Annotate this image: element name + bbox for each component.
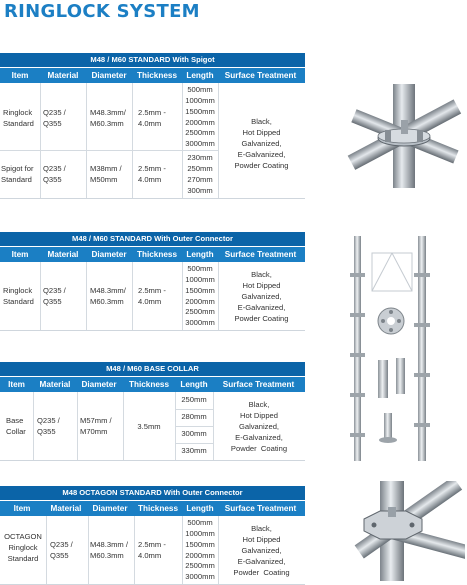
row-diameter: M48.3mm/ M60.3mm <box>90 286 126 306</box>
base-collar-table <box>0 362 305 461</box>
header-diameter: Diameter <box>92 504 128 513</box>
row-item: Spigot for Standard <box>1 164 34 184</box>
length-value: 3000mm <box>185 318 215 327</box>
row-diameter: M57mm / M70mm <box>80 416 112 436</box>
header-item: Item <box>11 250 29 259</box>
header-diameter: Diameter <box>91 250 127 259</box>
length-value: 1000mm <box>185 96 215 105</box>
length-value: 300mm <box>181 429 207 438</box>
header-diameter: Diameter <box>91 71 127 80</box>
length-value: 3000mm <box>185 572 215 581</box>
length-value: 230mm <box>187 153 213 162</box>
length-value: 500mm <box>187 264 213 273</box>
row-item: Ringlock Standard <box>3 286 34 306</box>
row-thickness: 3.5mm <box>137 422 161 431</box>
surface-treatment: Black, Hot Dipped Galvanized, E-Galvanized, Powder Coating <box>234 270 289 323</box>
length-value: 250mm <box>187 164 213 173</box>
header-material: Material <box>39 380 71 389</box>
length-value: 2000mm <box>185 551 215 560</box>
length-value: 280mm <box>181 412 207 421</box>
row-thickness: 2.5mm - 4.0mm <box>138 286 166 306</box>
length-value: 1500mm <box>185 107 215 116</box>
outer-connector-standard-table <box>0 232 305 331</box>
row-material: Q235 / Q355 <box>43 286 66 306</box>
table-body <box>0 516 305 585</box>
length-value: 270mm <box>187 175 213 184</box>
row-diameter: M48.3mm / M60.3mm <box>90 540 128 560</box>
header-thickness: Thickness <box>137 504 179 513</box>
table-header <box>0 376 305 392</box>
header-thickness: Thickness <box>136 250 178 259</box>
ringlock-node-photo <box>345 84 465 188</box>
length-value: 2000mm <box>185 297 215 306</box>
table-body <box>0 262 305 331</box>
section-title: M48 / M60 STANDARD With Outer Connector <box>0 232 305 246</box>
length-value: 1500mm <box>185 540 215 549</box>
section-title: M48 / M60 BASE COLLAR <box>0 362 305 376</box>
header-length: Length <box>186 250 214 259</box>
length-value: 500mm <box>187 518 213 527</box>
header-material: Material <box>47 250 79 259</box>
length-value: 2000mm <box>185 118 215 127</box>
header-thickness: Thickness <box>128 380 170 389</box>
length-value: 1000mm <box>185 529 215 538</box>
length-value: 2500mm <box>185 128 215 137</box>
header-item: Item <box>13 504 31 513</box>
header-surface: Surface Treatment <box>224 250 297 259</box>
header-material: Material <box>47 71 79 80</box>
header-length: Length <box>186 504 214 513</box>
length-value: 3000mm <box>185 139 215 148</box>
row-material: Q235 / Q355 <box>43 164 66 184</box>
length-value: 1000mm <box>185 275 215 284</box>
row-thickness: 2.5mm - 4.0mm <box>138 164 166 184</box>
header-thickness: Thickness <box>136 71 178 80</box>
surface-treatment: Black, Hot Dipped Galvanized, E-Galvanized, Powder Coating <box>233 524 290 577</box>
row-item: OCTAGON Ringlock Standard <box>4 532 42 563</box>
length-value: 300mm <box>187 186 213 195</box>
row-thickness: 2.5mm - 4.0mm <box>138 540 166 560</box>
row-material: Q235 / Q355 <box>50 540 73 560</box>
surface-treatment: Black, Hot Dipped Galvanized, E-Galvanized, Powder Coating <box>230 400 288 453</box>
row-material: Q235 / Q355 <box>37 416 60 436</box>
table-header <box>0 246 305 262</box>
table-header <box>0 67 305 83</box>
row-material: Q235 / Q355 <box>43 108 66 128</box>
section-title: M48 / M60 STANDARD With Spigot <box>0 53 305 67</box>
table-body <box>0 83 305 199</box>
row-thickness: 2.5mm - 4.0mm <box>138 108 166 128</box>
row-item: Base Collar <box>6 416 26 436</box>
header-item: Item <box>8 380 25 389</box>
spigot-standard-table <box>0 53 305 199</box>
length-value: 330mm <box>181 446 207 455</box>
table-body <box>0 392 305 461</box>
row-item: Ringlock Standard <box>3 108 34 128</box>
header-surface: Surface Treatment <box>224 71 297 80</box>
header-length: Length <box>180 380 208 389</box>
length-value: 2500mm <box>185 561 215 570</box>
standard-parts-photo <box>348 233 438 463</box>
row-diameter: M38mm / M50mm <box>90 164 122 184</box>
header-item: Item <box>11 71 29 80</box>
header-surface: Surface Treatment <box>224 504 297 513</box>
section-title: M48 OCTAGON STANDARD With Outer Connector <box>0 486 305 500</box>
length-value: 500mm <box>187 85 213 94</box>
header-diameter: Diameter <box>81 380 117 389</box>
page-title: RINGLOCK SYSTEM <box>4 1 200 22</box>
length-value: 250mm <box>181 395 207 404</box>
row-diameter: M48.3mm/ M60.3mm <box>90 108 126 128</box>
header-material: Material <box>50 504 82 513</box>
length-value: 1500mm <box>185 286 215 295</box>
octagon-standard-table <box>0 486 305 585</box>
header-surface: Surface Treatment <box>222 380 295 389</box>
length-value: 2500mm <box>185 307 215 316</box>
surface-treatment: Black, Hot Dipped Galvanized, E-Galvanized, Powder Coating <box>234 117 289 170</box>
octagon-node-photo <box>352 481 465 581</box>
table-header <box>0 500 305 516</box>
header-length: Length <box>186 71 214 80</box>
